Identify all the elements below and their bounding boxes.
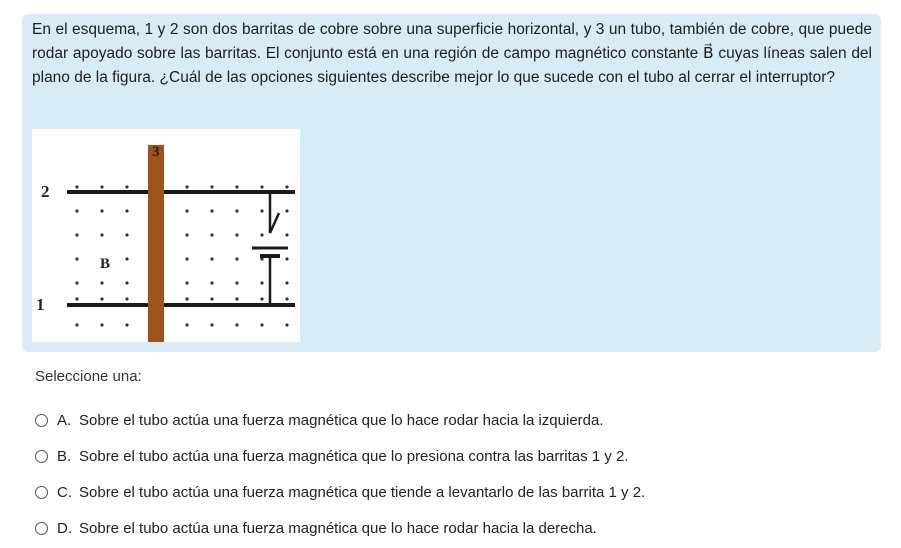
field-dot: [210, 281, 213, 284]
field-dot: [185, 323, 188, 326]
option-c[interactable]: [35, 476, 645, 508]
label-tube-3: 3: [152, 144, 160, 160]
tube-3: [148, 145, 164, 342]
field-dot: [75, 233, 78, 236]
field-dot: [285, 257, 288, 260]
field-dot: [235, 297, 238, 300]
field-dot: [75, 185, 78, 188]
field-dot: [235, 233, 238, 236]
field-dot: [260, 185, 263, 188]
field-dot: [185, 297, 188, 300]
field-dot: [260, 209, 263, 212]
field-dot: [260, 281, 263, 284]
field-dot: [185, 257, 188, 260]
field-dot: [125, 281, 128, 284]
option-a-text: Sobre el tubo actúa una fuerza magnética que lo hace rodar hacia la izquierda.: [79, 411, 604, 429]
field-dot: [100, 323, 103, 326]
label-bar-2: 2: [41, 182, 50, 201]
select-prompt: Seleccione una:: [35, 368, 142, 385]
field-dot: [210, 323, 213, 326]
field-dot: [260, 233, 263, 236]
field-dot: [285, 323, 288, 326]
option-c-letter: C.: [57, 483, 72, 501]
field-dot: [100, 281, 103, 284]
field-dot: [125, 209, 128, 212]
question-box: [22, 14, 881, 352]
label-bar-1: 1: [36, 295, 45, 314]
field-dot: [210, 233, 213, 236]
option-b-text: Sobre el tubo actúa una fuerza magnética que lo presiona contra las barritas 1 y 2.: [79, 447, 629, 465]
field-dot: [125, 257, 128, 260]
field-dot: [75, 281, 78, 284]
field-dot: [285, 185, 288, 188]
field-dot: [285, 233, 288, 236]
option-b[interactable]: [35, 440, 645, 472]
field-dot: [185, 233, 188, 236]
switch-lever: [270, 213, 279, 233]
option-d-letter: D.: [57, 519, 72, 537]
circuit-diagram: [32, 129, 300, 342]
field-dot: [100, 233, 103, 236]
field-dot: [100, 185, 103, 188]
field-dot: [75, 257, 78, 260]
field-dot: [285, 297, 288, 300]
answer-options: [35, 404, 645, 548]
radio-a[interactable]: [35, 414, 48, 427]
field-dot: [125, 233, 128, 236]
field-dot: [125, 297, 128, 300]
field-dot: [75, 209, 78, 212]
field-dot: [260, 297, 263, 300]
option-b-letter: B.: [57, 447, 72, 465]
field-dot: [235, 281, 238, 284]
bar-1: [67, 303, 295, 307]
option-a[interactable]: [35, 404, 645, 436]
field-dot: [235, 323, 238, 326]
option-d-text: Sobre el tubo actúa una fuerza magnética que lo hace rodar hacia la derecha.: [79, 519, 597, 537]
radio-d[interactable]: [35, 522, 48, 535]
field-dot: [100, 209, 103, 212]
label-field-b: B: [100, 256, 111, 272]
radio-b[interactable]: [35, 450, 48, 463]
field-dot: [235, 209, 238, 212]
radio-c[interactable]: [35, 486, 48, 499]
bar-2: [67, 190, 295, 194]
option-c-text: Sobre el tubo actúa una fuerza magnética que tiende a levantarlo de las barrita 1 y 2.: [79, 483, 646, 501]
field-dot: [210, 257, 213, 260]
field-dot: [185, 209, 188, 212]
field-dot: [210, 209, 213, 212]
field-dot: [235, 185, 238, 188]
field-dot: [75, 323, 78, 326]
field-dot: [260, 323, 263, 326]
field-dot: [75, 297, 78, 300]
option-a-letter: A.: [57, 411, 72, 429]
field-dot: [235, 257, 238, 260]
option-d[interactable]: [35, 512, 645, 544]
field-dot: [125, 323, 128, 326]
field-dot: [285, 209, 288, 212]
field-dot: [210, 297, 213, 300]
field-dot: [210, 185, 213, 188]
field-dot: [185, 185, 188, 188]
field-dot: [185, 281, 188, 284]
field-dot: [125, 185, 128, 188]
field-dot: [100, 297, 103, 300]
circuit-figure: [32, 129, 300, 342]
question-text: En el esquema, 1 y 2 son dos barritas de cobre sobre una superficie horizontal, y 3 un tubo, también de cobre, que puede rodar apoyado sobre las barritas. El conjunto está en una región de campo magnético constante B⃗ cuyas líneas salen del plano de la figura. ¿Cuál de las opciones siguientes describe mejor lo que sucede con el tubo al cerrar el interruptor?: [32, 21, 872, 86]
field-dot: [285, 281, 288, 284]
